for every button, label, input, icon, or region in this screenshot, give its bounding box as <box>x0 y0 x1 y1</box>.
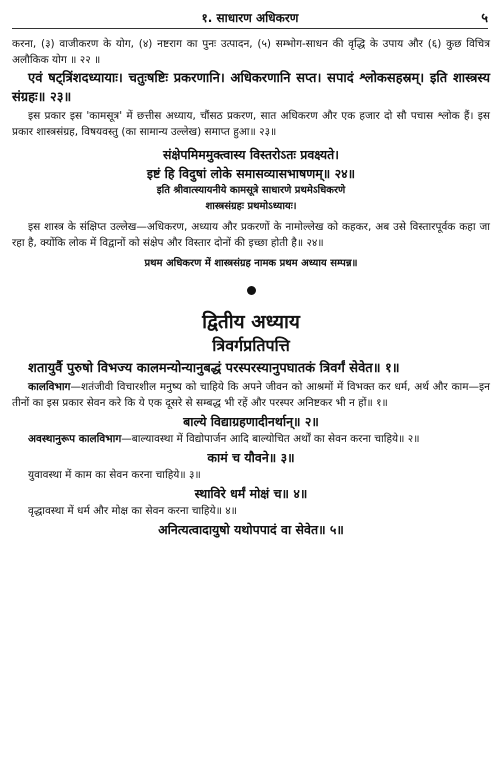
commentary-4: वृद्धावस्था में धर्म और मोक्ष का सेवन करना चाहिये॥ ४॥ <box>28 505 237 517</box>
commentary-23: इस प्रकार इस 'कामसूत्र' में छत्तीस अध्याय, चौंसठ प्रकरण, सात अधिकरण और एक हजार दो सौ पचास श्लोक हैं। इस प्रकार शास्त्रसंग्रह, विषयवस्तु (का सामान्य उल्लेख) समाप्त हुआ॥ २३॥ <box>12 110 490 138</box>
chapter-title: द्वितीय अध्याय <box>202 311 300 333</box>
commentary-1-text: —शतंजीवी विचारशील मनुष्य को चाहिये कि अपने जीवन को आश्रमों में विभक्त कर धर्म, अर्थ और काम—इन तीनों का इस प्रकार सेवन करे कि ये एक दूसरे से सम्बद्ध भी रहें और परस्पर अनिष्टकर भी न हों॥ १॥ <box>12 381 490 409</box>
sutra-3: कामं च यौवने॥ ३॥ <box>207 450 295 465</box>
commentary-2-text: —बाल्यावस्था में विद्योपार्जन आदि बाल्योचित अर्थों का सेवन करना चाहिये॥ २॥ <box>121 433 420 445</box>
commentary-3: युवावस्था में काम का सेवन करना चाहिये॥ ३॥ <box>28 469 201 481</box>
colophon-line-2: शास्त्रसंग्रहः प्रथमोऽध्यायः। <box>205 201 297 212</box>
sutra-1: शतायुर्वै पुरुषो विभज्य कालमन्योन्यानुबद्धं परस्परस्यानुपघातकं त्रिवर्गं सेवेत॥ १॥ <box>28 361 400 376</box>
running-head-title: १. साधारण अधिकरण <box>201 10 299 25</box>
sutra-5: अनित्यत्वादायुषो यथोपपादं वा सेवेत॥ ५॥ <box>158 522 344 537</box>
section-separator-dot <box>247 286 256 295</box>
page-body <box>12 36 490 539</box>
verse-24-line-1: संक्षेपमिममुक्त्वास्य विस्तरोऽतः प्रवक्ष्यते। <box>163 147 339 162</box>
commentary-1-term: कालविभाग <box>28 381 71 393</box>
sutra-23: एवं षट्त्रिंशदध्यायाः। चतुःषष्टिः प्रकरणानि। अधिकरणानि सप्त। सपादं श्लोकसहस्रम्। इति शास्त्रस्य संग्रहः॥ २३॥ <box>12 71 490 105</box>
page-number: ५ <box>481 11 488 26</box>
commentary-2-term: अवस्थानुरूप कालविभाग <box>28 433 122 445</box>
verse-24-line-2: इष्टं हि विदुषां लोके समासव्यासभाषणम्॥ २४॥ <box>146 166 356 181</box>
sutra-2: बाल्ये विद्याग्रहणादीनर्थान्॥ २॥ <box>183 414 319 429</box>
sutra-4: स्थाविरे धर्मं मोक्षं च॥ ४॥ <box>194 486 308 501</box>
commentary-1 <box>12 379 490 411</box>
commentary-22: करना, (३) वाजीकरण के योग, (४) नष्टराग का पुनः उत्पादन, (५) सम्भोग-साधन की वृद्धि के उपाय और (६) कुछ विचित्र अलौकिक योग ॥ २२ ॥ <box>12 38 490 66</box>
page-header <box>12 6 488 29</box>
colophon-line-1: इति श्रीवात्स्यायनीये कामसूत्रे साधारणे प्रथमेऽधिकरणे <box>156 185 346 196</box>
commentary-2 <box>12 431 490 447</box>
chapter-subtitle: त्रिवर्गप्रतिपत्ति <box>212 336 290 355</box>
commentary-24: इस शास्त्र के संक्षिप्त उल्लेख—अधिकरण, अध्याय और प्रकरणों के नामोल्लेख को कहकर, अब उसे विस्तारपूर्वक कहा जा रहा है, क्योंकि लोक में विद्वानों को संक्षेप और विस्तार दोनों की इच्छा होती है॥ २४॥ <box>12 221 490 249</box>
chapter-end-note: प्रथम अधिकरण में शास्त्रसंग्रह नामक प्रथम अध्याय सम्पन्न॥ <box>144 258 358 269</box>
